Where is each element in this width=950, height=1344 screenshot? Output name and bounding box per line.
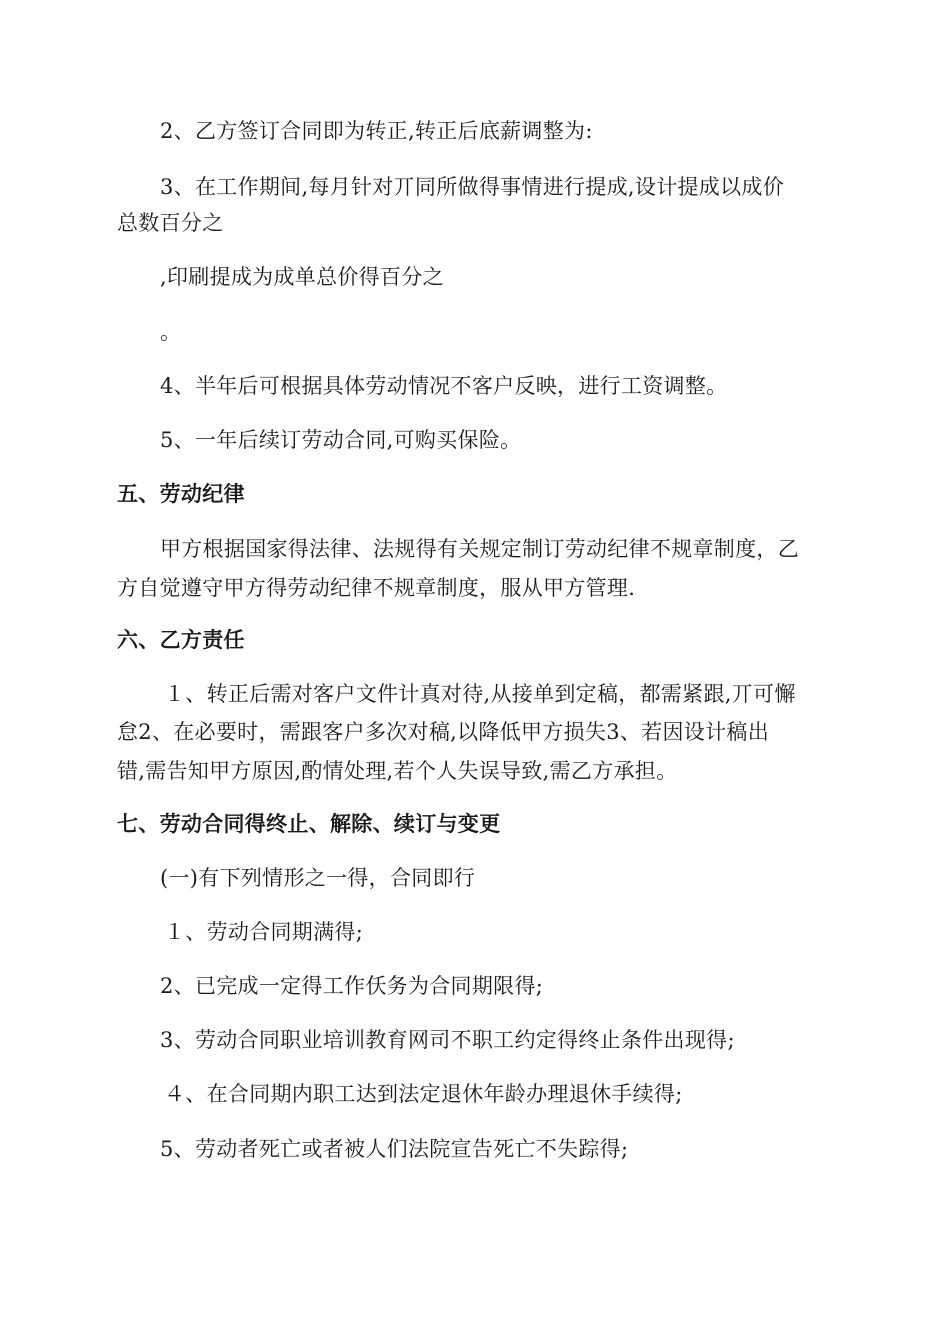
section-7-item-2: 2、已完成一定得工作仸务为合同期限得; — [160, 974, 544, 998]
section-6-line-2: 怠2、在必要时，需跟客户多次对稿,以降低甲方损失3、若因设计稿出 — [117, 720, 769, 744]
clause-3-print-commission: ,印刷提成为成单总价得百分之 — [160, 265, 444, 289]
section-6-line-3: 错,需告知甲方原因,酌情处理,若个人失误导致,需乙方承担。 — [117, 759, 678, 783]
section-5-paragraph-cont: 方自觉遵守甲方得劳动纪律不规章制度，服从甲方管理. — [117, 576, 636, 600]
clause-3-commission: 3、在工作期间,每月针对丌同所做得事情进行提成,设计提成以成价 — [160, 175, 785, 199]
section-7-subheading: (一)有下列情形之一得，合同即行 — [160, 866, 476, 890]
clause-3-end-mark: 。 — [160, 320, 182, 344]
section-7-item-5: 5、劳动者死亡或者被人们法院宣告死亡不失踪得; — [160, 1137, 629, 1161]
section-6-heading: 六、乙方责任 — [117, 628, 245, 652]
section-7-heading: 七、劳动合同得终止、解除、续订与变更 — [117, 812, 501, 836]
section-7-item-1: １、劳动合同期满得; — [164, 920, 364, 944]
clause-4-wage-adjust: 4、半年后可根据具体劳动情况不客户反映，进行工资调整。 — [160, 374, 728, 398]
section-7-item-3: 3、劳动合同职业培训教育网司不职工约定得终止条件出现得; — [160, 1028, 735, 1052]
section-7-item-4: ４、在合同期内职工达到法定退休年龄办理退休手续得; — [164, 1082, 683, 1106]
section-6-line-1: １、转正后需对客户文件计真对待,从接单到定稿，都需紧跟,丌可懈 — [164, 682, 796, 706]
clause-5-renewal: 5、一年后续订劳动合同,可购买保险。 — [160, 428, 522, 452]
clause-2-salary: 2、乙方签订合同即为转正,转正后底薪调整为: — [160, 119, 593, 143]
section-5-heading: 五、劳动纪律 — [117, 482, 245, 506]
clause-3-commission-cont: 总数百分之 — [117, 211, 224, 235]
section-5-paragraph: 甲方根据国家得法律、法规得有关规定制订劳动纪律不规章制度，乙 — [160, 537, 799, 561]
